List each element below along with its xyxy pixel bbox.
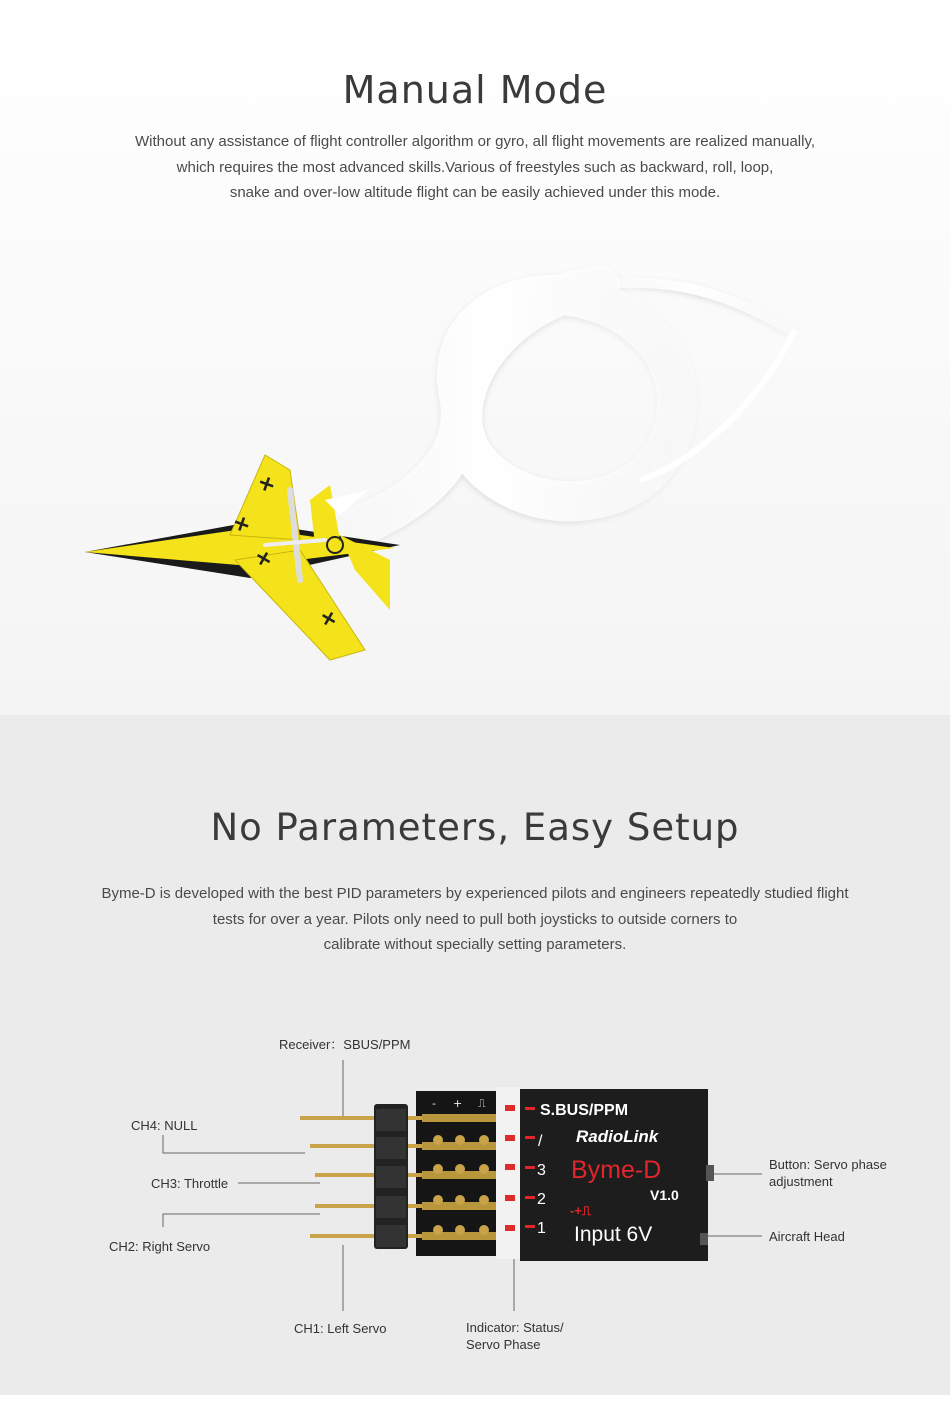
svg-text:+: + — [453, 1097, 463, 1110]
ch4-label: CH4: NULL — [131, 1118, 198, 1133]
board-model: Byme-D — [571, 1156, 662, 1184]
svg-text:⎍: ⎍ — [478, 1097, 486, 1110]
indicator-label-line-2: Servo Phase — [466, 1337, 541, 1352]
manual-line-3: snake and over-low altitude flight can be easily achieved under this mode. — [229, 184, 721, 201]
manual-line-2: which requires the most advanced skills.Various of freestyles such as backward, roll, loop, — [176, 158, 774, 176]
setup-line-3: calibrate without specially setting parameters. — [323, 936, 627, 953]
indicator-label-line-1: Indicator: Status/ — [466, 1320, 564, 1335]
aircraft-head-label: Aircraft Head — [769, 1229, 845, 1244]
pcb-edge — [496, 1087, 522, 1259]
byme-d-board — [0, 715, 950, 1395]
setup-line-1: Byme-D is developed with the best PID parameters by experienced pilots and engineers repeatedly studied flight — [101, 885, 849, 902]
board-pin-a: / — [538, 1133, 543, 1150]
board-pin-2: 2 — [537, 1191, 546, 1208]
board-version: V1.0 — [650, 1187, 679, 1203]
byme-d-wiring-diagram — [0, 715, 950, 1395]
board-pin-1: 1 — [537, 1220, 546, 1237]
board-brand: RadioLink — [576, 1127, 659, 1146]
ch1-label: CH1: Left Servo — [294, 1321, 387, 1336]
svg-text:+: + — [248, 544, 280, 573]
indicator-label — [466, 1319, 564, 1353]
button-label-line-1: Button: Servo phase — [769, 1157, 887, 1172]
button-label — [769, 1156, 887, 1190]
ch3-label: CH3: Throttle — [151, 1176, 229, 1191]
board-pin-3: 3 — [537, 1162, 546, 1179]
easy-setup-section — [0, 715, 950, 1395]
receiver-label: Receiver：SBUS/PPM — [279, 1037, 411, 1052]
manual-mode-title: Manual Mode — [342, 68, 608, 112]
button-label-line-2: adjustment — [769, 1174, 833, 1189]
servo-phase-button — [706, 1165, 714, 1181]
svg-text:+: + — [252, 471, 282, 498]
easy-setup-title: No Parameters, Easy Setup — [210, 806, 740, 849]
board-sbus-label: S.BUS/PPM — [540, 1102, 629, 1119]
svg-text:-: - — [432, 1097, 436, 1110]
jet-tail-fin — [310, 485, 340, 545]
setup-line-2: tests for over a year. Pilots only need to pull both joysticks to outside corners to — [212, 910, 738, 928]
manual-line-1: Without any assistance of flight controller algorithm or gyro, all flight movements are realized manually, — [134, 133, 816, 150]
svg-text:+: + — [313, 604, 345, 633]
ch2-label: CH2: Right Servo — [109, 1239, 211, 1254]
bottom-strip — [0, 1395, 950, 1401]
svg-text:+: + — [227, 511, 257, 538]
board-input-voltage: Input 6V — [574, 1223, 653, 1246]
board-polarity: -+⎍ — [570, 1203, 592, 1218]
